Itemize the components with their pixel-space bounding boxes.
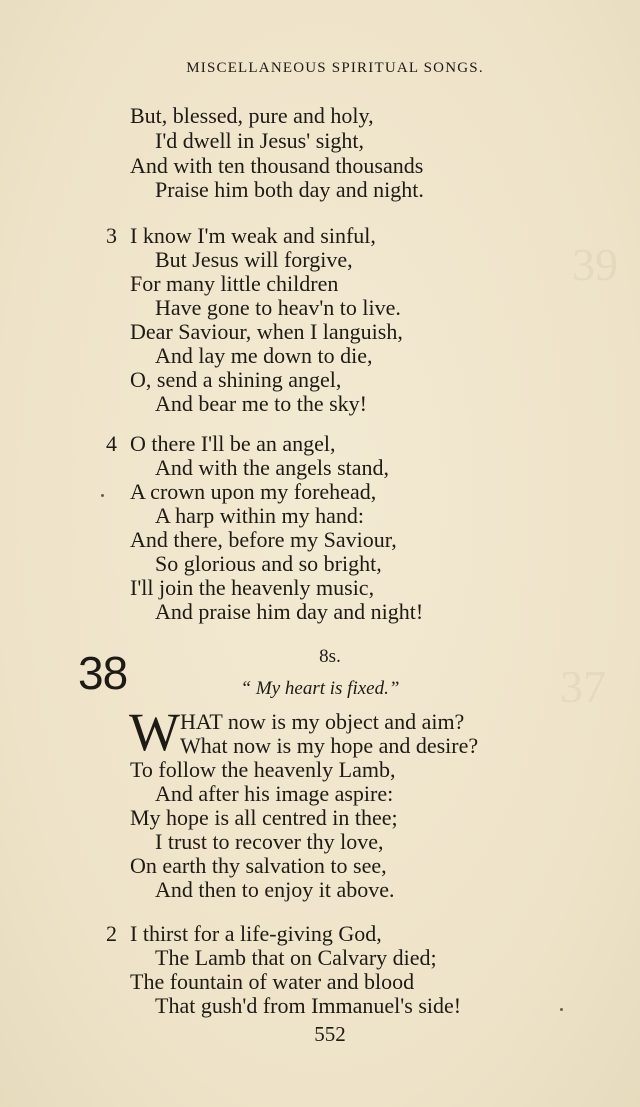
verse-line: And praise him day and night! — [155, 599, 424, 624]
verse-line: I know I'm weak and sinful, — [130, 223, 376, 248]
verse-line: I'll join the heavenly music, — [130, 575, 375, 600]
verse-line: A harp within my hand: — [155, 503, 364, 528]
hymn-epigraph: “ My heart is fixed.” — [240, 678, 400, 699]
verse-line: But Jesus will forgive, — [155, 247, 353, 272]
verse-line: What now is my hope and desire? — [180, 733, 479, 758]
hymn-meter: 8s. — [319, 646, 341, 667]
stray-mark — [560, 1008, 563, 1011]
bleed-through-mark: 37 — [560, 661, 606, 712]
verse-line: A crown upon my forehead, — [130, 479, 377, 504]
verse-line: And there, before my Saviour, — [130, 527, 397, 552]
verse-line: And bear me to the sky! — [155, 391, 367, 416]
stray-mark — [101, 494, 104, 497]
verse-line: And with ten thousand thousands — [130, 153, 424, 178]
verse-number: 4 — [106, 431, 117, 456]
verse-line: O there I'll be an angel, — [130, 431, 336, 456]
verse-line: Praise him both day and night. — [155, 177, 424, 202]
verse-number: 3 — [106, 223, 117, 248]
verse-line: And lay me down to die, — [155, 343, 373, 368]
verse-line: And after his image aspire: — [155, 781, 394, 806]
verse-line: Dear Saviour, when I languish, — [130, 319, 403, 344]
verse-line: The Lamb that on Calvary died; — [155, 945, 437, 970]
running-header: MISCELLANEOUS SPIRITUAL SONGS. — [186, 60, 484, 76]
verse-line: I'd dwell in Jesus' sight, — [155, 128, 364, 153]
verse-number: 2 — [106, 921, 117, 946]
verse-line: HAT now is my object and aim? — [180, 709, 465, 734]
verse-line: To follow the heavenly Lamb, — [130, 757, 396, 782]
verse-line: On earth thy salvation to see, — [130, 853, 387, 878]
page-number: 552 — [314, 1022, 346, 1046]
verse-line: I trust to recover thy love, — [155, 829, 384, 854]
verse-line: O, send a shining angel, — [130, 367, 342, 392]
bleed-through-mark: 39 — [572, 239, 618, 290]
verse-line: And with the angels stand, — [155, 455, 390, 480]
hymn-number: 38 — [78, 647, 128, 699]
verse-line: But, blessed, pure and holy, — [130, 103, 374, 128]
verse-line: So glorious and so bright, — [155, 551, 382, 576]
verse-line: Have gone to heav'n to live. — [155, 295, 401, 320]
verse-line: I thirst for a life-giving God, — [130, 921, 382, 946]
verse-line: For many little children — [130, 271, 339, 296]
verse-line: And then to enjoy it above. — [155, 877, 395, 902]
verse-line: That gush'd from Immanuel's side! — [155, 993, 462, 1018]
verse-line: The fountain of water and blood — [130, 969, 415, 994]
drop-cap: W — [129, 702, 178, 762]
verse-line: My hope is all centred in thee; — [130, 805, 398, 830]
